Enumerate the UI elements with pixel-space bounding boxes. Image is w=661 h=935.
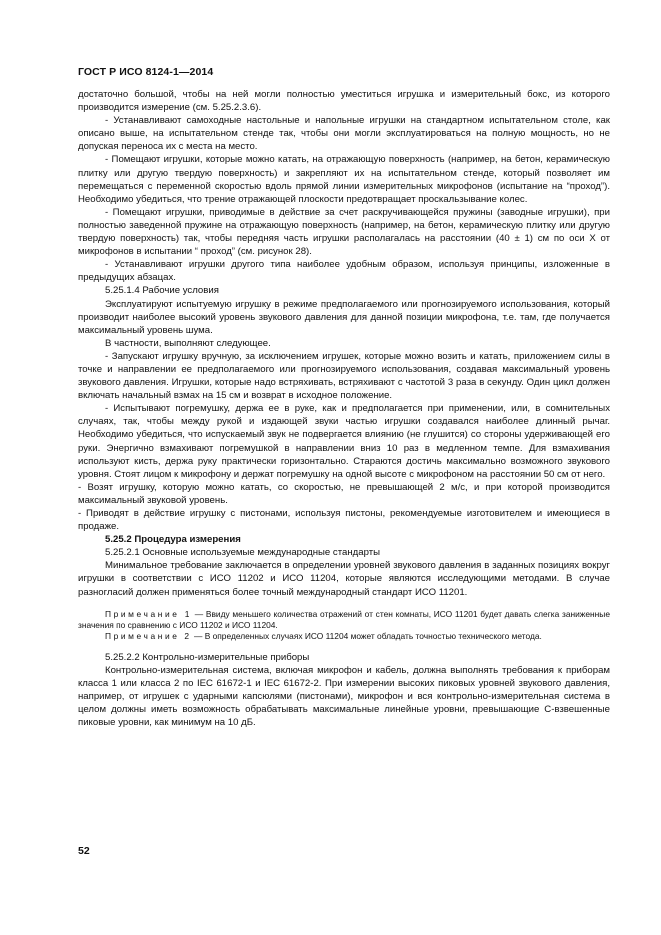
note-2 <box>78 631 610 642</box>
section-heading: 5.25.1.4 Рабочие условия <box>105 285 219 297</box>
note-text: — Ввиду меньшего количества отражений от стен комнаты, ИСО 11201 будет давать слегка заниженные значения по сравнению с ИСО 11202 и ИСО 11204. <box>78 608 610 631</box>
document-header: ГОСТ Р ИСО 8124-1—2014 <box>78 66 214 78</box>
note-label: Примечание 2 <box>105 631 192 642</box>
paragraph: Минимальное требование заключается в определении уровней звукового давления в заданных позициях вокруг игрушки в соответствии с ИСО 11202 и ИСО 11204, которые являются исследующими методами. В случае разногласий должен применяться более точный международный стандарт ИСО 11201. <box>78 560 610 598</box>
document-body <box>78 88 610 729</box>
paragraph: - Помещают игрушки, приводимые в действие за счет раскручивающейся пружины (заводные игрушки), при полностью заведенной пружине на отражающую поверхность (например, на бетон, керамическую плитку или другую твердую поверхность) так, чтобы передняя часть игрушки располагалась на расстоянии (40 ± 1) см по оси X от микрофонов в испытании “ проход” (см. рисунок 28). <box>78 206 610 258</box>
section-heading: 5.25.2 Процедура измерения <box>105 534 241 546</box>
paragraph: - Испытывают погремушку, держа ее в руке, как и предполагается при применении, или, в сомнительных случаях, так, чтобы между рукой и издающей звуки частью игрушки создавался наиболее длинный рычаг. Необходимо убедиться, что испускаемый звук не подвергается влиянию (не глушится) со стороны удерживающей его руки. Энергично взмахивают погремушкой в направлении вниз 10 раз в медленном темпе. Для взмахивания используют кисть, держа руку практически горизонтально. Стараются достичь максимально возможного звукового уровня. Стоят лицом к микрофону и держат погремушку на одной высоте с микрофоном на расстоянии 50 см от него. <box>78 403 610 480</box>
paragraph: - Приводят в действие игрушку с пистонами, используя пистоны, рекомендуемые изготовителем и имеющиеся в продаже. <box>78 508 610 533</box>
paragraph: - Устанавливают самоходные настольные и напольные игрушки на стандартном испытательном столе, как описано выше, на испытательном стенде так, чтобы они могли эксплуатироваться на полную мощность, но не допуская переноса их с места на место. <box>78 115 610 153</box>
paragraph: Контрольно-измерительная система, включая микрофон и кабель, должна выполнять требования к приборам класса 1 или класса 2 по IEC 61672-1 и IEC 61672-2. При измерении высоких пиковых уровней звукового давления, например, от игрушек с ударными капсюлями (пистонами), микрофон и вся контрольно-измерительная система в целом должны иметь возможность обрабатывать максимальные линейные уровни, превышающие C-взвешенные пиковые уровни, как минимум на 10 дБ. <box>78 664 610 729</box>
paragraph: - Помещают игрушки, которые можно катать, на отражающую поверхность (например, на бетон, керамическую плитку или другую твердую поверхность) и закрепляют их на испытательном стенде, который позволяет им перемещаться с переменной скоростью вдоль прямой линии измерительных микрофонов (испытание на “проход”). Необходимо убедиться, что трение отражающей плоскости предотвращает проскальзывание колес. <box>78 154 610 205</box>
paragraph: достаточно большой, чтобы на ней могли полностью уместиться игрушка и измерительный бокс, из которого производится измерение (см. 5.25.2.3.6). <box>78 89 610 114</box>
note-text: — В определенных случаях ИСО 11204 может обладать точностью технического метода. <box>191 631 542 642</box>
page-number: 52 <box>78 845 90 857</box>
paragraph: - Устанавливают игрушки другого типа наиболее удобным образом, используя принципы, изложенные в предыдущих абзацах. <box>78 259 610 284</box>
paragraph: Эксплуатируют испытуемую игрушку в режиме предполагаемого или прогнозируемого использования, который производит наиболее высокий уровень звукового давления для данной позиции микрофона, т.е. там, где получается максимальный уровень шума. <box>78 298 610 336</box>
paragraph: - Запускают игрушку вручную, за исключением игрушек, которые можно возить и катать, приложением силы в точке и направлении ее предполагаемого или прогнозируемого использования, создавая максимальный уровень звукового давления. Игрушки, которые надо встряхивать, встряхивают с частотой 3 раза в секунду. Один цикл должен включать начальный взмах на 15 см и возврат в исходное положение. <box>78 350 610 402</box>
section-heading: 5.25.2.1 Основные используемые международные стандарты <box>105 547 380 559</box>
paragraph: В частности, выполняют следующее. <box>105 337 271 349</box>
section-heading: 5.25.2.2 Контрольно-измерительные приборы <box>105 651 310 663</box>
paragraph: - Возят игрушку, которую можно катать, со скоростью, не превышающей 2 м/с, и при которой производится максимальный звуковой уровень. <box>78 481 610 506</box>
note-label: Примечание 1 <box>105 608 193 619</box>
note-1 <box>78 609 610 632</box>
